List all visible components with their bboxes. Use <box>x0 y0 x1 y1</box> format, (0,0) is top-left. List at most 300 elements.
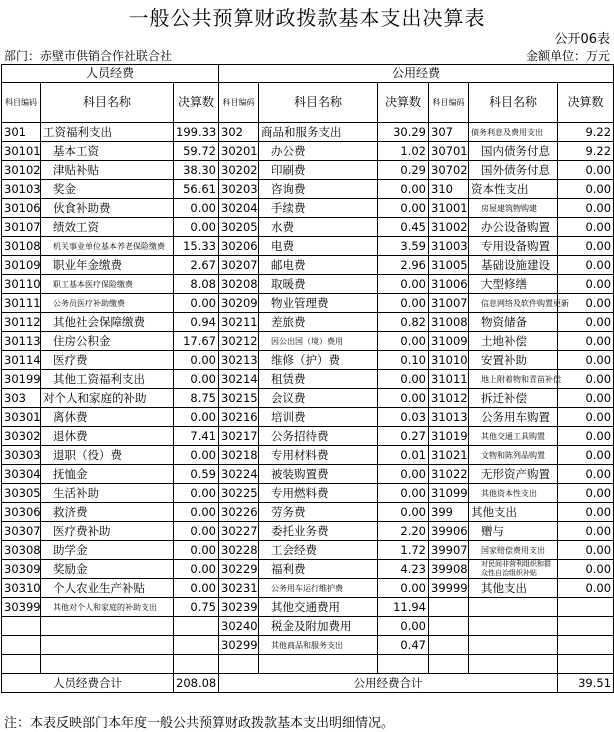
public-mid-code-cell: 30224 <box>219 465 259 484</box>
public-right-name-cell: 物资储备 <box>469 313 558 332</box>
personnel-amount-cell: 0.00 <box>174 560 219 579</box>
public-mid-amount-cell: 0.00 <box>378 579 429 598</box>
public-right-code-cell: 39999 <box>429 579 469 598</box>
table-row <box>2 294 614 313</box>
public-right-name-cell: 文物和陈列品购置 <box>469 446 558 465</box>
public-right-name-cell <box>469 598 558 617</box>
personnel-code-cell: 30110 <box>2 275 41 294</box>
table-row <box>2 503 614 522</box>
personnel-code-cell: 30307 <box>2 522 41 541</box>
table-row <box>2 579 614 598</box>
public-right-code-cell <box>429 636 469 655</box>
personnel-code-cell: 30199 <box>2 370 41 389</box>
public-right-amount-cell: 0.00 <box>558 560 614 579</box>
personnel-name-cell: 个人农业生产补贴 <box>41 579 174 598</box>
personnel-code-cell: 30399 <box>2 598 41 617</box>
public-right-amount-cell: 0.00 <box>558 294 614 313</box>
public-mid-name-cell: 手续费 <box>259 199 378 218</box>
public-right-code-cell: 31008 <box>429 313 469 332</box>
public-right-name-cell: 无形资产购置 <box>469 465 558 484</box>
public-mid-code-cell: 30202 <box>219 161 259 180</box>
public-right-code-cell: 31011 <box>429 370 469 389</box>
table-row <box>2 218 614 237</box>
public-mid-name-cell: 其他交通费用 <box>259 598 378 617</box>
public-right-amount-cell <box>558 655 614 674</box>
personnel-code-cell: 30304 <box>2 465 41 484</box>
public-mid-amount-cell <box>378 655 429 674</box>
public-right-amount-cell: 0.00 <box>558 351 614 370</box>
personnel-amount-cell: 0.00 <box>174 294 219 313</box>
table-row <box>2 275 614 294</box>
table-row <box>2 522 614 541</box>
public-right-amount-cell: 0.00 <box>558 313 614 332</box>
amount-header: 决算数 <box>174 83 219 123</box>
public-mid-name-cell: 公务用车运行维护费 <box>259 579 378 598</box>
table-row <box>2 446 614 465</box>
personnel-code-cell: 30112 <box>2 313 41 332</box>
public-mid-amount-cell: 0.00 <box>378 180 429 199</box>
footnote: 注：本表反映部门本年度一般公共预算财政拨款基本支出明细情况。 <box>4 716 395 731</box>
personnel-code-cell: 30109 <box>2 256 41 275</box>
table-row <box>2 313 614 332</box>
public-right-code-cell: 39908 <box>429 560 469 579</box>
public-mid-amount-cell: 0.29 <box>378 161 429 180</box>
personnel-amount-cell: 17.67 <box>174 332 219 351</box>
personnel-amount-cell <box>174 655 219 674</box>
public-right-amount-cell: 0.00 <box>558 237 614 256</box>
public-mid-amount-cell: 3.59 <box>378 237 429 256</box>
totals-row <box>2 674 614 693</box>
public-right-name-cell: 基础设施建设 <box>469 256 558 275</box>
public-right-name-cell: 房屋建筑物购建 <box>469 199 558 218</box>
personnel-amount-cell: 0.00 <box>174 484 219 503</box>
public-mid-amount-cell: 0.47 <box>378 636 429 655</box>
public-mid-code-cell: 302 <box>219 123 259 142</box>
personnel-amount-cell: 0.00 <box>174 351 219 370</box>
public-mid-name-cell: 专用燃料费 <box>259 484 378 503</box>
public-right-name-cell: 公务用车购置 <box>469 408 558 427</box>
table-row <box>2 427 614 446</box>
public-mid-name-cell: 水费 <box>259 218 378 237</box>
table-row <box>2 617 614 636</box>
public-right-code-cell: 31013 <box>429 408 469 427</box>
public-right-amount-cell: 0.00 <box>558 427 614 446</box>
public-right-name-cell: 其他支出 <box>469 579 558 598</box>
public-mid-name-cell: 印刷费 <box>259 161 378 180</box>
personnel-name-cell: 奖励金 <box>41 560 174 579</box>
public-right-code-cell: 31021 <box>429 446 469 465</box>
public-mid-name-cell: 专用材料费 <box>259 446 378 465</box>
personnel-name-cell: 其他社会保障缴费 <box>41 313 174 332</box>
public-mid-name-cell: 咨询费 <box>259 180 378 199</box>
public-right-amount-cell <box>558 617 614 636</box>
public-mid-amount-cell: 4.23 <box>378 560 429 579</box>
personnel-name-cell: 职业年金缴费 <box>41 256 174 275</box>
public-mid-amount-cell: 2.96 <box>378 256 429 275</box>
table-row <box>2 541 614 560</box>
personnel-name-cell: 退休费 <box>41 427 174 446</box>
public-right-code-cell: 31001 <box>429 199 469 218</box>
table-row <box>2 142 614 161</box>
public-mid-code-cell: 30212 <box>219 332 259 351</box>
personnel-amount-cell: 15.33 <box>174 237 219 256</box>
personnel-code-cell: 301 <box>2 123 41 142</box>
public-right-amount-cell: 0.00 <box>558 579 614 598</box>
table-row <box>2 655 614 674</box>
personnel-amount-cell: 2.67 <box>174 256 219 275</box>
public-right-amount-cell: 0.00 <box>558 275 614 294</box>
public-right-code-cell: 39907 <box>429 541 469 560</box>
public-right-amount-cell: 0.00 <box>558 370 614 389</box>
public-right-name-cell <box>469 655 558 674</box>
personnel-code-cell: 30308 <box>2 541 41 560</box>
public-right-code-cell: 31010 <box>429 351 469 370</box>
public-mid-code-cell: 30229 <box>219 560 259 579</box>
public-mid-code-cell: 30228 <box>219 541 259 560</box>
personnel-amount-cell: 0.75 <box>174 598 219 617</box>
public-mid-amount-cell: 0.01 <box>378 446 429 465</box>
public-right-name-cell: 办公设备购置 <box>469 218 558 237</box>
public-right-code-cell <box>429 598 469 617</box>
personnel-group-header: 人员经费 <box>2 65 219 83</box>
public-right-amount-cell: 0.00 <box>558 522 614 541</box>
public-right-amount-cell <box>558 636 614 655</box>
personnel-name-cell <box>41 636 174 655</box>
personnel-code-cell: 303 <box>2 389 41 408</box>
public-right-amount-cell: 0.00 <box>558 389 614 408</box>
public-mid-name-cell: 福利费 <box>259 560 378 579</box>
public-right-amount-cell: 0.00 <box>558 446 614 465</box>
table-row <box>2 636 614 655</box>
public-right-amount-cell: 0.00 <box>558 465 614 484</box>
public-mid-name-cell: 工会经费 <box>259 541 378 560</box>
form-number: 公开06表 <box>554 32 610 47</box>
personnel-code-cell: 30301 <box>2 408 41 427</box>
public-mid-amount-cell: 0.00 <box>378 199 429 218</box>
personnel-code-cell: 30303 <box>2 446 41 465</box>
personnel-amount-cell: 0.00 <box>174 218 219 237</box>
public-right-name-cell: 大型修缮 <box>469 275 558 294</box>
public-mid-code-cell: 30205 <box>219 218 259 237</box>
personnel-name-cell: 基本工资 <box>41 142 174 161</box>
public-right-amount-cell: 0.00 <box>558 503 614 522</box>
public-right-name-cell <box>469 617 558 636</box>
public-right-amount-cell: 0.00 <box>558 256 614 275</box>
amount-unit-label: 金额单位：万元 <box>525 49 610 63</box>
public-right-code-cell: 31009 <box>429 332 469 351</box>
public-mid-name-cell: 被装购置费 <box>259 465 378 484</box>
table-row <box>2 351 614 370</box>
public-mid-name-cell: 邮电费 <box>259 256 378 275</box>
name-header: 科目名称 <box>259 83 378 123</box>
public-mid-amount-cell: 0.00 <box>378 484 429 503</box>
code-header: 科目编码 <box>219 83 259 123</box>
personnel-code-cell: 30305 <box>2 484 41 503</box>
column-header-row <box>2 83 614 123</box>
personnel-amount-cell: 0.00 <box>174 370 219 389</box>
personnel-name-cell: 伙食补助费 <box>41 199 174 218</box>
public-right-name-cell: 拆迁补偿 <box>469 389 558 408</box>
table-body <box>2 65 614 693</box>
personnel-amount-cell: 0.59 <box>174 465 219 484</box>
public-mid-name-cell: 公务招待费 <box>259 427 378 446</box>
public-mid-amount-cell: 11.94 <box>378 598 429 617</box>
personnel-name-cell: 抚恤金 <box>41 465 174 484</box>
name-header: 科目名称 <box>469 83 558 123</box>
public-mid-amount-cell: 0.03 <box>378 408 429 427</box>
personnel-name-cell: 机关事业单位基本养老保险缴费 <box>41 237 174 256</box>
public-right-code-cell: 31022 <box>429 465 469 484</box>
public-mid-amount-cell: 0.00 <box>378 503 429 522</box>
personnel-name-cell: 住房公积金 <box>41 332 174 351</box>
public-mid-amount-cell: 0.82 <box>378 313 429 332</box>
public-mid-code-cell: 30207 <box>219 256 259 275</box>
public-mid-code-cell: 30218 <box>219 446 259 465</box>
personnel-code-cell: 30108 <box>2 237 41 256</box>
public-mid-code-cell: 30208 <box>219 275 259 294</box>
personnel-name-cell: 工资福利支出 <box>41 123 174 142</box>
public-mid-amount-cell: 0.00 <box>378 617 429 636</box>
public-mid-code-cell: 30217 <box>219 427 259 446</box>
public-mid-code-cell: 30213 <box>219 351 259 370</box>
public-right-code-cell: 30701 <box>429 142 469 161</box>
public-right-code-cell: 31006 <box>429 275 469 294</box>
public-right-code-cell: 39906 <box>429 522 469 541</box>
public-mid-code-cell: 30215 <box>219 389 259 408</box>
public-mid-code-cell: 30206 <box>219 237 259 256</box>
public-right-code-cell <box>429 655 469 674</box>
code-header: 科目编码 <box>2 83 41 123</box>
public-total-label: 公用经费合计 <box>219 674 558 693</box>
public-mid-amount-cell: 0.00 <box>378 389 429 408</box>
name-header: 科目名称 <box>41 83 174 123</box>
personnel-amount-cell: 0.00 <box>174 408 219 427</box>
expenditure-table <box>1 64 614 693</box>
personnel-name-cell: 医疗费补助 <box>41 522 174 541</box>
public-mid-name-cell: 因公出国（境）费用 <box>259 332 378 351</box>
public-right-code-cell: 310 <box>429 180 469 199</box>
public-mid-amount-cell: 2.20 <box>378 522 429 541</box>
table-row <box>2 370 614 389</box>
public-mid-name-cell: 差旅费 <box>259 313 378 332</box>
code-header: 科目编码 <box>429 83 469 123</box>
public-right-code-cell: 31003 <box>429 237 469 256</box>
table-row <box>2 332 614 351</box>
personnel-name-cell: 医疗费 <box>41 351 174 370</box>
public-mid-name-cell: 委托业务费 <box>259 522 378 541</box>
public-mid-name-cell <box>259 655 378 674</box>
public-right-name-cell: 资本性支出 <box>469 180 558 199</box>
amount-header: 决算数 <box>378 83 429 123</box>
public-right-name-cell: 其他资本性支出 <box>469 484 558 503</box>
public-right-amount-cell: 0.00 <box>558 180 614 199</box>
amount-header: 决算数 <box>558 83 614 123</box>
public-right-amount-cell: 9.22 <box>558 123 614 142</box>
public-right-name-cell: 国家赔偿费用支出 <box>469 541 558 560</box>
public-total-amount: 39.51 <box>558 674 614 693</box>
public-mid-amount-cell: 0.00 <box>378 275 429 294</box>
personnel-total-label: 人员经费合计 <box>2 674 174 693</box>
personnel-amount-cell: 0.00 <box>174 199 219 218</box>
personnel-amount-cell: 0.00 <box>174 522 219 541</box>
personnel-name-cell: 救济费 <box>41 503 174 522</box>
public-mid-name-cell: 办公费 <box>259 142 378 161</box>
personnel-name-cell: 职工基本医疗保险缴费 <box>41 275 174 294</box>
personnel-code-cell <box>2 655 41 674</box>
public-right-amount-cell <box>558 598 614 617</box>
personnel-amount-cell: 56.61 <box>174 180 219 199</box>
personnel-amount-cell: 0.00 <box>174 579 219 598</box>
public-right-code-cell: 31002 <box>429 218 469 237</box>
public-mid-code-cell: 30225 <box>219 484 259 503</box>
personnel-amount-cell: 38.30 <box>174 161 219 180</box>
public-mid-name-cell: 劳务费 <box>259 503 378 522</box>
table-row <box>2 161 614 180</box>
table-row <box>2 389 614 408</box>
table-row <box>2 408 614 427</box>
public-right-amount-cell: 0.00 <box>558 541 614 560</box>
public-right-name-cell: 其他交通工具购置 <box>469 427 558 446</box>
personnel-code-cell: 30306 <box>2 503 41 522</box>
group-header-row <box>2 65 614 83</box>
public-mid-code-cell <box>219 655 259 674</box>
personnel-total-amount: 208.08 <box>174 674 219 693</box>
personnel-code-cell <box>2 636 41 655</box>
public-mid-code-cell: 30239 <box>219 598 259 617</box>
table-row <box>2 180 614 199</box>
public-right-code-cell: 31019 <box>429 427 469 446</box>
public-mid-amount-cell: 1.72 <box>378 541 429 560</box>
table-row <box>2 237 614 256</box>
public-right-code-cell: 31012 <box>429 389 469 408</box>
table-row <box>2 199 614 218</box>
public-mid-code-cell: 30209 <box>219 294 259 313</box>
public-mid-amount-cell: 0.27 <box>378 427 429 446</box>
public-mid-amount-cell: 0.10 <box>378 351 429 370</box>
table-row <box>2 256 614 275</box>
table-row <box>2 484 614 503</box>
public-right-code-cell: 307 <box>429 123 469 142</box>
public-right-code-cell: 399 <box>429 503 469 522</box>
personnel-name-cell: 离休费 <box>41 408 174 427</box>
personnel-amount-cell: 7.41 <box>174 427 219 446</box>
public-mid-code-cell: 30226 <box>219 503 259 522</box>
personnel-name-cell: 对个人和家庭的补助 <box>41 389 174 408</box>
public-mid-name-cell: 物业管理费 <box>259 294 378 313</box>
public-mid-name-cell: 取暖费 <box>259 275 378 294</box>
public-mid-code-cell: 30211 <box>219 313 259 332</box>
personnel-amount-cell: 59.72 <box>174 142 219 161</box>
table-row <box>2 123 614 142</box>
personnel-code-cell: 30111 <box>2 294 41 313</box>
personnel-amount-cell: 0.00 <box>174 541 219 560</box>
public-mid-code-cell: 30299 <box>219 636 259 655</box>
personnel-amount-cell <box>174 636 219 655</box>
public-right-name-cell: 债务利息及费用支出 <box>469 123 558 142</box>
public-mid-amount-cell: 30.29 <box>378 123 429 142</box>
personnel-name-cell: 退职（役）费 <box>41 446 174 465</box>
public-right-name-cell: 专用设备购置 <box>469 237 558 256</box>
personnel-name-cell: 助学金 <box>41 541 174 560</box>
public-right-name-cell: 国内债务付息 <box>469 142 558 161</box>
table-row <box>2 598 614 617</box>
public-mid-code-cell: 30231 <box>219 579 259 598</box>
public-right-amount-cell: 9.22 <box>558 142 614 161</box>
public-mid-amount-cell: 0.45 <box>378 218 429 237</box>
public-right-code-cell: 30702 <box>429 161 469 180</box>
personnel-name-cell: 奖金 <box>41 180 174 199</box>
public-mid-amount-cell: 1.02 <box>378 142 429 161</box>
report-title: 一般公共预算财政拨款基本支出决算表 <box>128 6 486 30</box>
public-mid-name-cell: 其他商品和服务支出 <box>259 636 378 655</box>
personnel-name-cell: 津贴补贴 <box>41 161 174 180</box>
personnel-name-cell: 生活补助 <box>41 484 174 503</box>
public-right-code-cell: 31005 <box>429 256 469 275</box>
personnel-amount-cell: 0.00 <box>174 446 219 465</box>
personnel-code-cell: 30101 <box>2 142 41 161</box>
public-right-amount-cell: 0.00 <box>558 161 614 180</box>
personnel-code-cell <box>2 617 41 636</box>
personnel-name-cell: 其他对个人和家庭的补助支出 <box>41 598 174 617</box>
personnel-name-cell <box>41 617 174 636</box>
department-label: 部门：赤壁市供销合作社联合社 <box>4 49 173 63</box>
public-right-code-cell: 31099 <box>429 484 469 503</box>
personnel-code-cell: 30103 <box>2 180 41 199</box>
public-right-name-cell: 地上附着物和青苗补偿 <box>469 370 558 389</box>
public-mid-code-cell: 30204 <box>219 199 259 218</box>
personnel-code-cell: 30309 <box>2 560 41 579</box>
personnel-amount-cell: 199.33 <box>174 123 219 142</box>
public-mid-name-cell: 培训费 <box>259 408 378 427</box>
personnel-amount-cell: 0.94 <box>174 313 219 332</box>
public-right-code-cell: 31007 <box>429 294 469 313</box>
public-mid-amount-cell: 0.00 <box>378 370 429 389</box>
public-mid-name-cell: 商品和服务支出 <box>259 123 378 142</box>
personnel-code-cell: 30302 <box>2 427 41 446</box>
public-mid-code-cell: 30201 <box>219 142 259 161</box>
public-mid-amount-cell: 0.00 <box>378 332 429 351</box>
personnel-code-cell: 30113 <box>2 332 41 351</box>
public-mid-amount-cell: 0.00 <box>378 465 429 484</box>
public-mid-code-cell: 30214 <box>219 370 259 389</box>
public-mid-name-cell: 电费 <box>259 237 378 256</box>
personnel-name-cell: 绩效工资 <box>41 218 174 237</box>
personnel-code-cell: 30310 <box>2 579 41 598</box>
table-row <box>2 465 614 484</box>
public-mid-name-cell: 会议费 <box>259 389 378 408</box>
personnel-code-cell: 30106 <box>2 199 41 218</box>
public-right-name-cell: 安置补助 <box>469 351 558 370</box>
public-right-amount-cell: 0.00 <box>558 484 614 503</box>
personnel-name-cell: 公务员医疗补助缴费 <box>41 294 174 313</box>
table-row <box>2 560 614 579</box>
public-right-amount-cell: 0.00 <box>558 218 614 237</box>
public-mid-amount-cell: 0.00 <box>378 294 429 313</box>
public-mid-code-cell: 30227 <box>219 522 259 541</box>
public-right-amount-cell: 0.00 <box>558 199 614 218</box>
personnel-amount-cell: 8.08 <box>174 275 219 294</box>
personnel-code-cell: 30107 <box>2 218 41 237</box>
personnel-amount-cell: 8.75 <box>174 389 219 408</box>
public-mid-code-cell: 30240 <box>219 617 259 636</box>
public-mid-code-cell: 30216 <box>219 408 259 427</box>
public-right-name-cell: 对民间非营利组织和群众性自治组织补贴 <box>469 560 558 579</box>
public-right-name-cell <box>469 636 558 655</box>
public-right-code-cell <box>429 617 469 636</box>
public-right-amount-cell: 0.00 <box>558 332 614 351</box>
public-right-name-cell: 国外债务付息 <box>469 161 558 180</box>
personnel-name-cell <box>41 655 174 674</box>
